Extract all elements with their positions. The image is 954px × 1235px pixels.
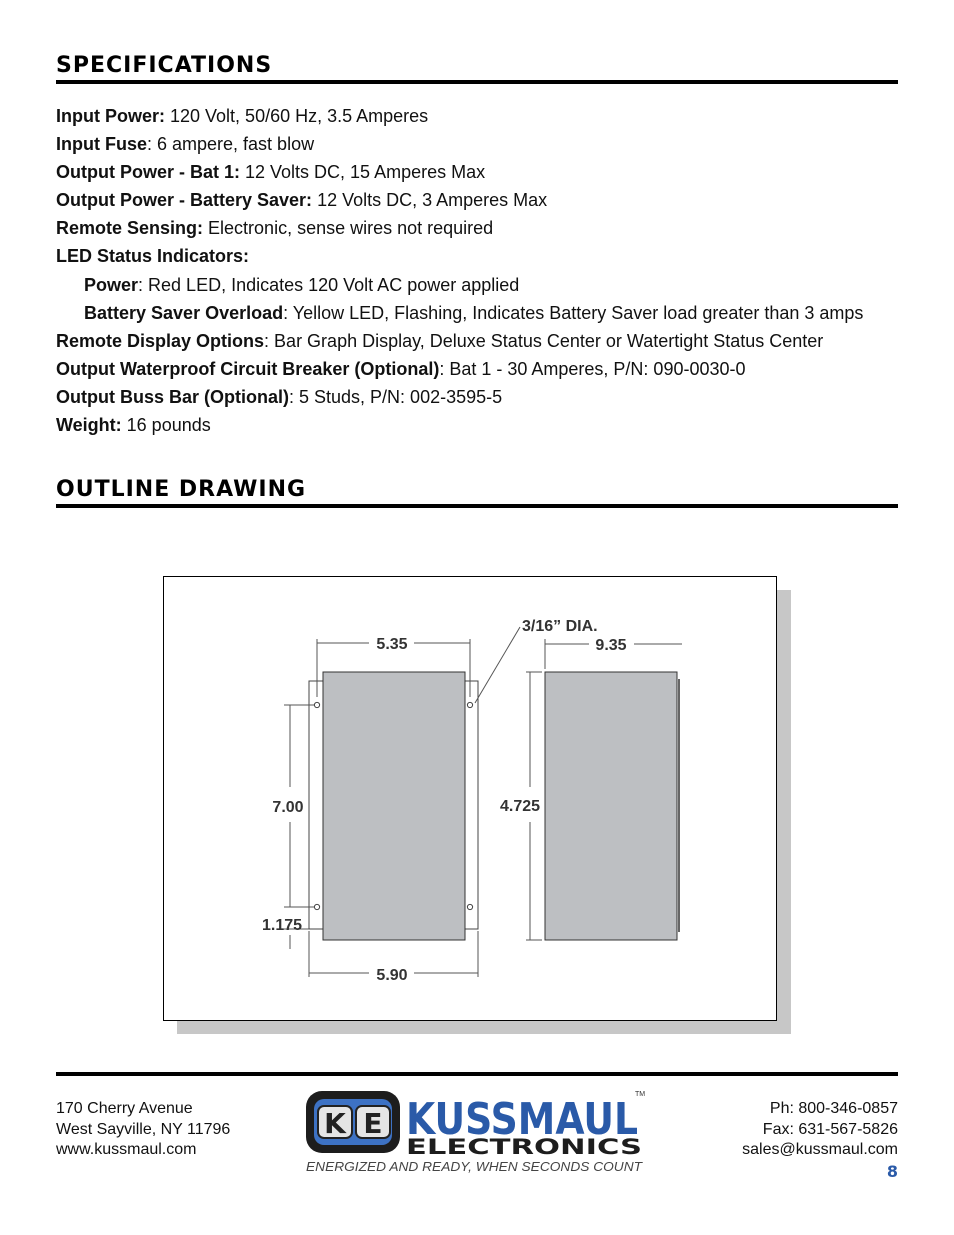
spec-circuit-breaker	[56, 355, 916, 383]
dim-label-hole-dia: 3/16” DIA.	[522, 618, 598, 635]
fax-number: Fax: 631-567-5826	[762, 1120, 898, 1138]
spec-buss-bar	[56, 383, 916, 411]
spec-output-bat1	[56, 158, 916, 186]
logo-tagline: ENERGIZED AND READY, WHEN SECONDS COUNT	[306, 1160, 644, 1174]
spec-value: : Red LED, Indicates 120 Volt AC power applied	[138, 274, 520, 295]
spec-value: : 6 ampere, fast blow	[147, 134, 315, 155]
specifications-heading: SPECIFICATIONS	[56, 54, 898, 84]
spec-led-status	[56, 242, 916, 270]
mounting-hole	[467, 904, 472, 909]
spec-value: : Bar Graph Display, Deluxe Status Center or Watertight Status Center	[264, 330, 824, 351]
spec-output-battery-saver	[56, 186, 916, 214]
spec-label: LED Status Indicators:	[56, 246, 250, 267]
dim-label-bottom-width: 5.90	[376, 967, 408, 984]
spec-led-power	[56, 271, 916, 299]
dim-label-depth: 9.35	[595, 637, 627, 654]
spec-label: Output Power - Battery Saver:	[56, 190, 313, 211]
mounting-hole	[314, 702, 319, 707]
spec-value: 12 Volts DC, 15 Amperes Max	[240, 162, 486, 183]
spec-value: 12 Volts DC, 3 Amperes Max	[312, 190, 548, 211]
mounting-hole	[467, 702, 472, 707]
spec-label: Weight:	[56, 415, 122, 436]
outline-drawing-svg	[164, 577, 776, 1020]
spec-value: : Yellow LED, Flashing, Indicates Battery Saver load greater than 3 amps	[283, 302, 864, 323]
spec-label: Remote Display Options	[56, 330, 265, 351]
spec-label: Power	[84, 274, 139, 295]
spec-value: : Bat 1 - 30 Amperes, P/N: 090-0030-0	[439, 358, 746, 379]
dim-label-side-height: 4.725	[499, 798, 541, 815]
spec-weight	[56, 411, 916, 439]
website-link[interactable]: www.kussmaul.com	[56, 1141, 197, 1158]
side-view-box	[545, 672, 677, 940]
spec-value: 16 pounds	[121, 415, 211, 436]
spec-label: Input Fuse	[56, 134, 147, 155]
specifications-list	[56, 102, 916, 439]
kussmaul-logo	[304, 1088, 649, 1178]
outline-drawing	[163, 576, 777, 1021]
footer-address	[56, 1099, 230, 1161]
spec-label: Battery Saver Overload	[84, 302, 284, 323]
hole-dia-leader	[475, 627, 520, 703]
spec-label: Remote Sensing:	[56, 218, 204, 239]
address-street: 170 Cherry Avenue	[56, 1100, 193, 1117]
spec-value: 120 Volt, 50/60 Hz, 3.5 Amperes	[165, 106, 429, 126]
spec-input-power	[56, 102, 916, 130]
email-link[interactable]: sales@kussmaul.com	[742, 1141, 898, 1158]
spec-remote-display	[56, 327, 916, 355]
dim-label-top-width: 5.35	[376, 636, 408, 653]
spec-value: : 5 Studs, P/N: 002-3595-5	[289, 386, 503, 407]
spec-led-battery-saver-overload	[56, 299, 916, 327]
logo-brand-text: KUSSMAUL	[406, 1094, 638, 1145]
logo-svg	[304, 1088, 649, 1178]
spec-remote-sensing	[56, 214, 916, 242]
footer-rule	[56, 1072, 898, 1076]
spec-value: Electronic, sense wires not required	[203, 218, 494, 239]
spec-input-fuse	[56, 130, 916, 158]
logo-e-letter: E	[363, 1107, 383, 1140]
phone-number: Ph: 800-346-0857	[769, 1100, 898, 1117]
spec-label: Output Waterproof Circuit Breaker (Optional)	[56, 358, 440, 379]
footer-contact	[742, 1099, 898, 1161]
dim-label-height: 7.00	[272, 799, 304, 816]
logo-trademark: TM	[635, 1091, 646, 1098]
mounting-hole	[314, 904, 319, 909]
page-number: 8	[886, 1162, 898, 1181]
spec-label: Output Buss Bar (Optional)	[56, 386, 289, 407]
dim-label-bottom-offset: 1.175	[261, 917, 303, 934]
spec-label: Input Power:	[56, 106, 165, 126]
address-city: West Sayville, NY 11796	[56, 1120, 231, 1138]
outline-drawing-heading: OUTLINE DRAWING	[56, 478, 898, 508]
spec-label: Output Power - Bat 1:	[56, 162, 240, 183]
logo-k-letter: K	[324, 1107, 346, 1140]
front-view-box	[323, 672, 465, 940]
logo-electronics-text: ELECTRONICS	[406, 1135, 642, 1159]
